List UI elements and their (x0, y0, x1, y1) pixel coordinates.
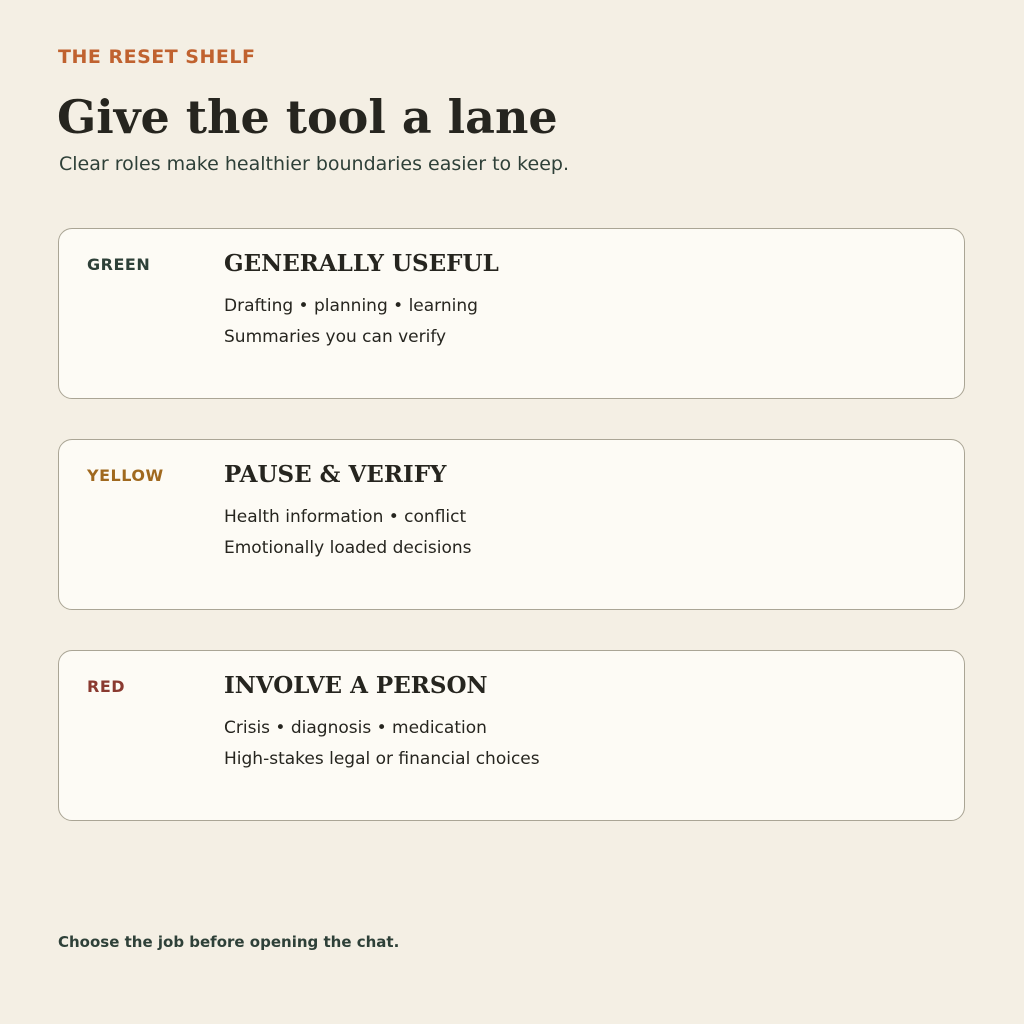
card-line: Summaries you can verify (224, 327, 447, 347)
card-line: Drafting • planning • learning (224, 296, 478, 316)
eyebrow-label: THE RESET SHELF (58, 46, 256, 68)
card-red (58, 650, 965, 821)
card-line: Emotionally loaded decisions (224, 538, 472, 558)
page-title: Give the tool a lane (57, 90, 558, 144)
card-heading-green: GENERALLY USEFUL (224, 250, 499, 277)
footer-note: Choose the job before opening the chat. (58, 933, 400, 951)
card-green (58, 228, 965, 399)
card-line: Crisis • diagnosis • medication (224, 718, 487, 738)
card-tag-green: GREEN (87, 255, 151, 274)
card-heading-red: INVOLVE A PERSON (224, 672, 488, 699)
card-tag-red: RED (87, 677, 126, 696)
card-line: Health information • conflict (224, 507, 467, 527)
page-subtitle: Clear roles make healthier boundaries easier to keep. (59, 153, 569, 175)
card-heading-yellow: PAUSE & VERIFY (224, 461, 447, 488)
card-tag-yellow: YELLOW (87, 466, 164, 485)
card-yellow (58, 439, 965, 610)
card-line: High-stakes legal or financial choices (224, 749, 540, 769)
